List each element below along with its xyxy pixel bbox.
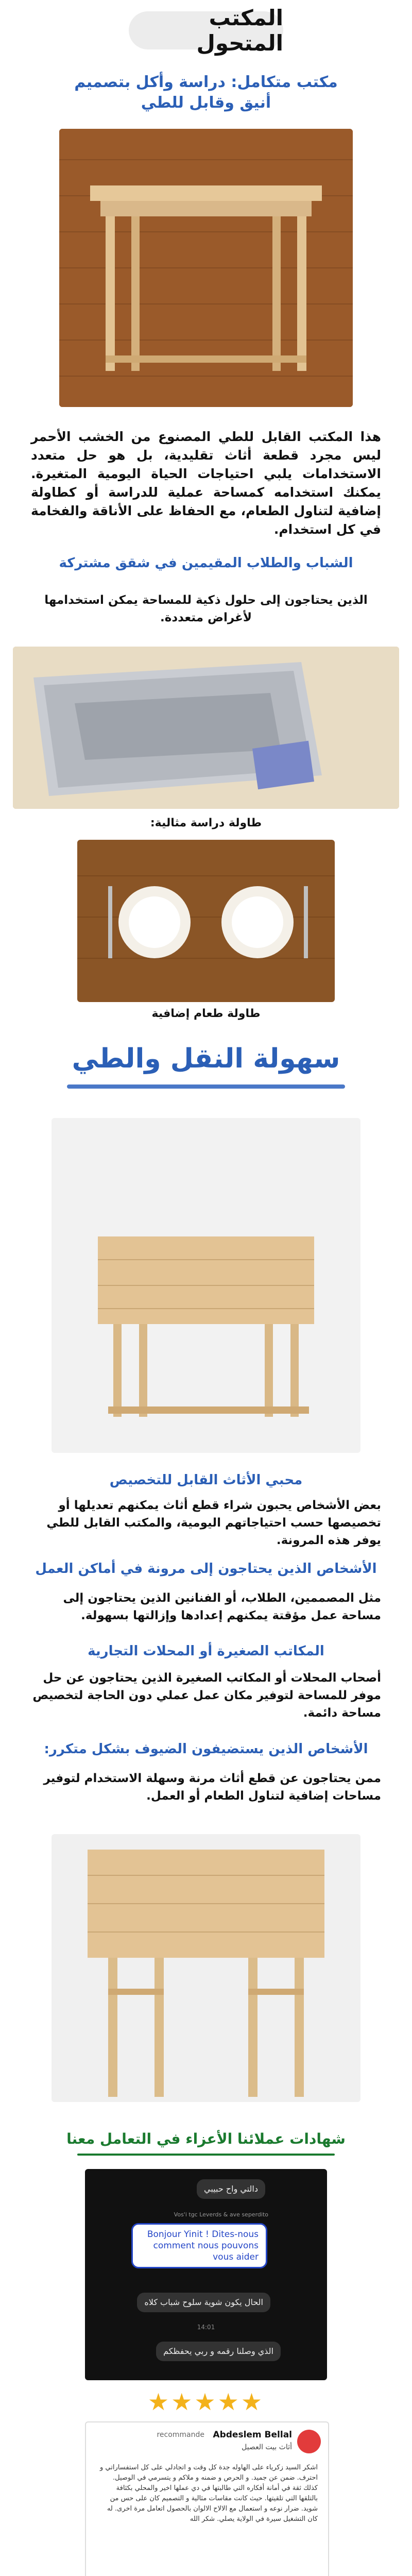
audience-3-text: أصحاب المحلات أو المكاتب الصغيرة الذين يحتاجون عن حل موفر للمساحة لتوفير مكان عمل عملي دون الحاجة لتخصيص مساحة دائمة.: [32, 1671, 381, 1720]
chat1-sub-message: Vos'i tgc Leverds & ave seperdito: [174, 2211, 268, 2218]
review-card: [85, 2421, 329, 2576]
students-heading: الشباب والطلاب المقيمين في شقق مشتركة: [59, 555, 353, 571]
testimonials-underline: [77, 2154, 335, 2156]
chat-screenshot-1: [85, 2169, 327, 2380]
desk-frame-illustration: [52, 1834, 360, 2102]
caption-dining-table: طاولة طعام إضافية: [151, 1007, 261, 1020]
page-title-pill: [129, 5, 283, 56]
stars-rating-1: ★★★★★: [147, 2388, 265, 2416]
reviewer-avatar: [297, 2430, 321, 2453]
mobility-heading-underline: [67, 1084, 345, 1089]
mobility-heading: سهولة النقل والطي: [72, 1043, 340, 1074]
audience-2-text: مثل المصممين، الطلاب، أو الفنانين الذين يحتاجون إلى مساحة عمل مؤقتة يمكنهم إعدادها وإزالتها بسهولة.: [63, 1591, 381, 1622]
chat1-time: 14:01: [197, 2324, 215, 2331]
laptop-on-desk-photo: [13, 647, 399, 809]
folded-desk-illustration: [52, 1118, 360, 1453]
page-title: المكتب المتحول: [196, 5, 283, 56]
caption-study-table: طاولة دراسة مثالية:: [150, 817, 262, 829]
page-subtitle: مكتب متكامل: دراسة وأكل بتصميم أنيق وقابل للطي: [74, 73, 338, 112]
reviewer-badge: recommande: [157, 2431, 204, 2439]
audience-4-heading: الأشخاص الذين يستضيفون الضيوف بشكل متكرر:: [44, 1741, 368, 1757]
folded-desk-photo: [52, 1118, 360, 1453]
dining-table-illustration: [77, 840, 335, 1002]
chat1-message-2: الحال يكون شوية سلوح شباب كلاه: [137, 2293, 270, 2312]
reviewer-name: Abdeslem Bellal: [213, 2430, 292, 2440]
audience-1-heading: محبي الأثاث القابل للتخصيص: [109, 1472, 303, 1488]
dining-table-photo: [77, 840, 335, 1002]
audience-1-text: بعض الأشخاص يحبون شراء قطع أثاث يمكنهم تعديلها أو تخصيصها حسب احتياجاتهم اليومية، والمكتب القابل للطي يوفر هذه المرونة.: [46, 1499, 381, 1547]
hero-desk-illustration: [59, 129, 353, 407]
audience-3-heading: المكاتب الصغيرة أو المحلات التجارية: [88, 1643, 324, 1659]
chat1-message-3: الذي وصلنا رقمه و ربي يحفظكم: [156, 2342, 281, 2361]
hero-desk-photo: [59, 129, 353, 407]
audience-2-heading: الأشخاص الذين يحتاجون إلى مرونة في أماكن العمل: [35, 1561, 377, 1577]
laptop-illustration: [13, 647, 399, 809]
intro-description: هذا المكتب القابل للطي المصنوع من الخشب الأحمر ليس مجرد قطعة أثاث تقليدية، بل هو حل متعدد الاستخدامات يلبي احتياجات الحياة اليومية المتغيرة. يمكنك استخدامه كمساحة عملية للدراسة أو كطاولة إضافية لتناول الطعام، مع الحفاظ على الأناقة والفخامة في كل استخدام.: [31, 429, 381, 537]
reviewer-store: أثاث بيت العصيل: [242, 2443, 292, 2451]
testimonials-heading: شهادات عملائنا الأعزاء في التعامل معنا: [66, 2130, 346, 2147]
students-text: الذين يحتاجون إلى حلول ذكية للمساحة يمكن استخدامها لأغراض متعددة.: [44, 594, 368, 624]
desk-frame-photo: [52, 1834, 360, 2102]
review-text: اشكر السيد زكرياء على الهاوله جدة كل وقت و اتجادلي على كل استفساراتي و احترف. ضمن عن جميد. و الحرص و ضمنه و ملاكم و يتسرمي في الوصيل. كذلك ثقة في أمانة أفكاره التي طالبتها في دي عملها اخير والمحلي بكثافة بالتلقها التي تلقيتها. حيث كانت مقاسات مثالية و التصميم كان على حس من شويد. ضرار نوعه و استعمال مع الالاح الالوان بالحصول اتعامل مرة اخرى. له كان التشغيل سيرة في الولاية يصلي. شكر الله: [100, 2464, 318, 2523]
audience-4-text: ممن يحتاجون عن قطع أثاث مرنة وسهلة الاستخدام لتوفير مساحات إضافية لتناول الطعام أو العمل.: [43, 1772, 381, 1803]
chat1-reply: Bonjour Yinit ! Dites-nous comment nous pouvons vous aider: [131, 2223, 267, 2268]
chat1-top-message: دالتي واح حبيبي: [197, 2179, 265, 2199]
